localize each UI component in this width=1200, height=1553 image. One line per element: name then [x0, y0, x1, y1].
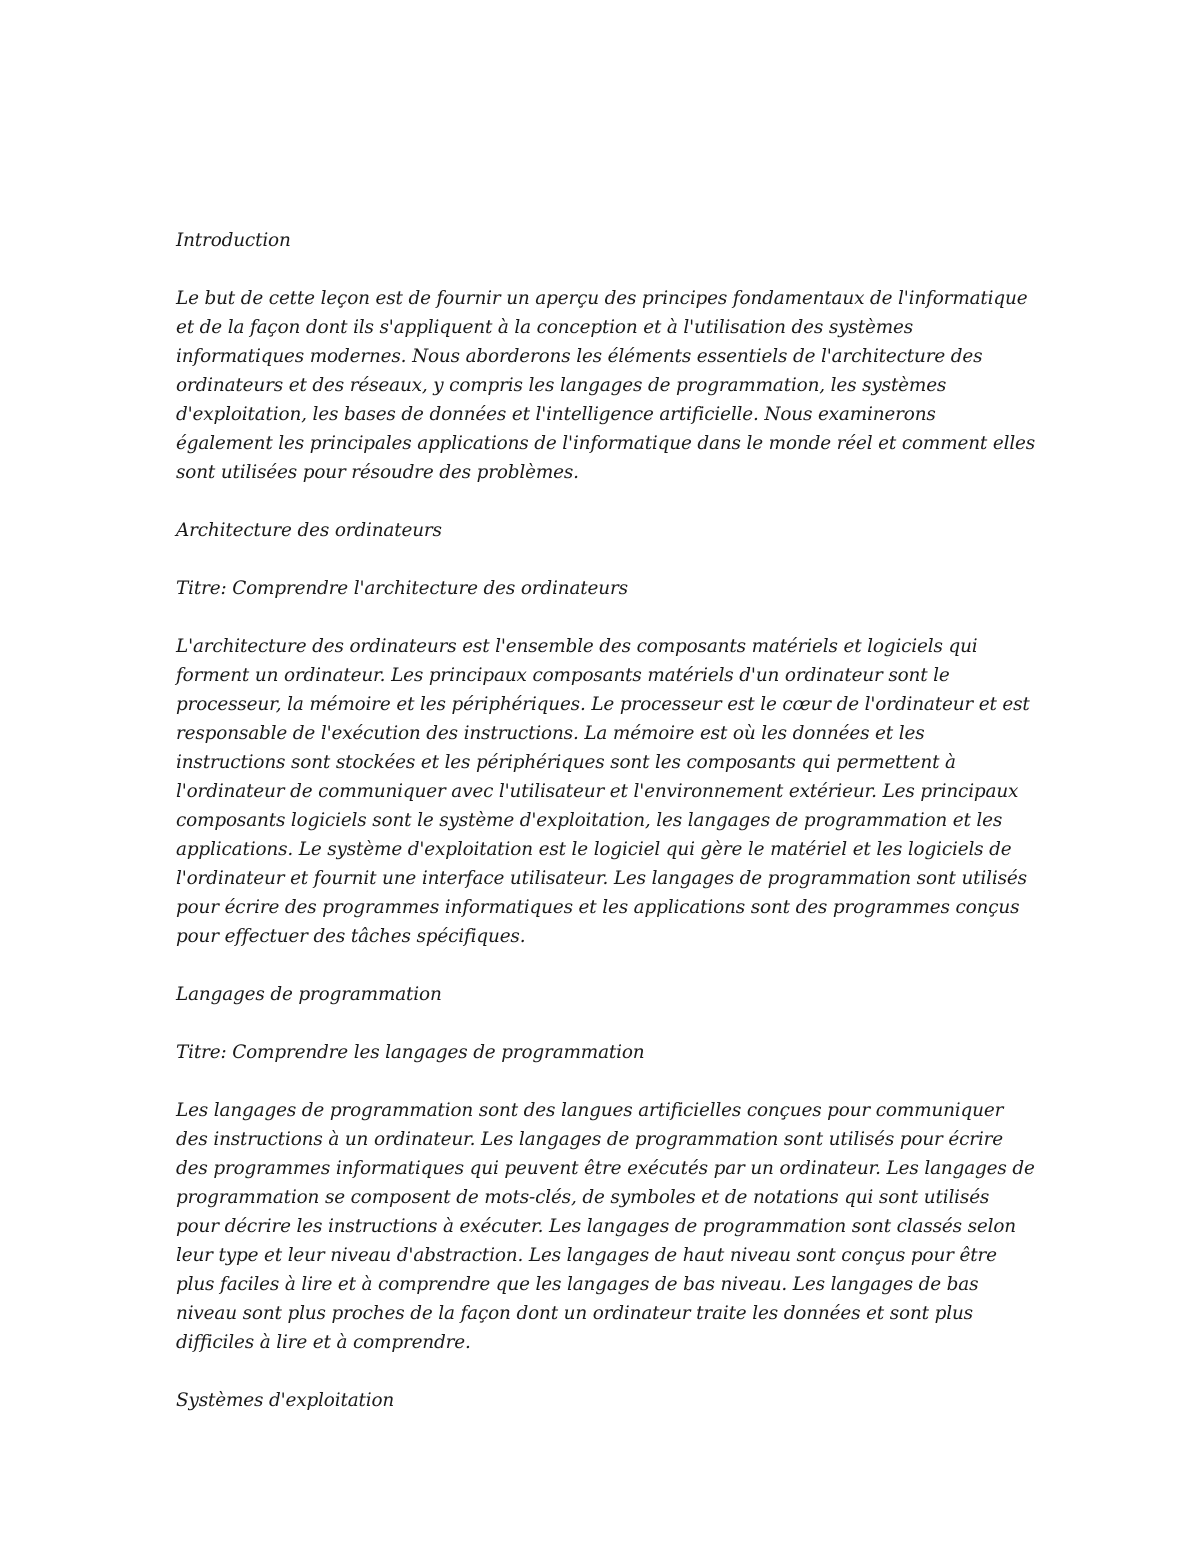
heading-introduction: Introduction	[176, 230, 291, 251]
document-body	[176, 226, 1036, 1415]
paragraph-introduction: Le but de cette leçon est de fournir un aperçu des principes fondamentaux de l'informatique et de la façon dont ils s'appliquent à la conception et à l'utilisation des systèmes informatiques modernes. Nous aborderons les éléments essentiels de l'architecture des ordinateurs et des réseaux, y compris les langages de programmation, les systèmes d'exploitation, les bases de données et l'intelligence artificielle. Nous examinerons également les principales applications de l'informatique dans le monde réel et comment elles sont utilisées pour résoudre des problèmes.	[176, 288, 1036, 483]
heading-operating-systems: Systèmes d'exploitation	[176, 1390, 395, 1411]
paragraph-architecture: L'architecture des ordinateurs est l'ensemble des composants matériels et logiciels qui forment un ordinateur. Les principaux composants matériels d'un ordinateur sont le processeur, la mémoire et les périphériques. Le processeur est le cœur de l'ordinateur et est responsable de l'exécution des instructions. La mémoire est où les données et les instructions sont stockées et les périphériques sont les composants qui permettent à l'ordinateur de communiquer avec l'utilisateur et l'environnement extérieur. Les principaux composants logiciels sont le système d'exploitation, les langages de programmation et les applications. Le système d'exploitation est le logiciel qui gère le matériel et les logiciels de l'ordinateur et fournit une interface utilisateur. Les langages de programmation sont utilisés pour écrire des programmes informatiques et les applications sont des programmes conçus pour effectuer des tâches spécifiques.	[176, 636, 1030, 947]
heading-architecture: Architecture des ordinateurs	[176, 520, 442, 541]
heading-programming-languages: Langages de programmation	[176, 984, 442, 1005]
title-architecture: Titre: Comprendre l'architecture des ordinateurs	[176, 578, 628, 599]
paragraph-programming-languages: Les langages de programmation sont des langues artificielles conçues pour communiquer des instructions à un ordinateur. Les langages de programmation sont utilisés pour écrire des programmes informatiques qui peuvent être exécutés par un ordinateur. Les langages de programmation se composent de mots-clés, de symboles et de notations qui sont utilisés pour décrire les instructions à exécuter. Les langages de programmation sont classés selon leur type et leur niveau d'abstraction. Les langages de haut niveau sont conçus pour être plus faciles à lire et à comprendre que les langages de bas niveau. Les langages de bas niveau sont plus proches de la façon dont un ordinateur traite les données et sont plus difficiles à lire et à comprendre.	[176, 1100, 1035, 1353]
title-programming-languages: Titre: Comprendre les langages de programmation	[176, 1042, 645, 1063]
